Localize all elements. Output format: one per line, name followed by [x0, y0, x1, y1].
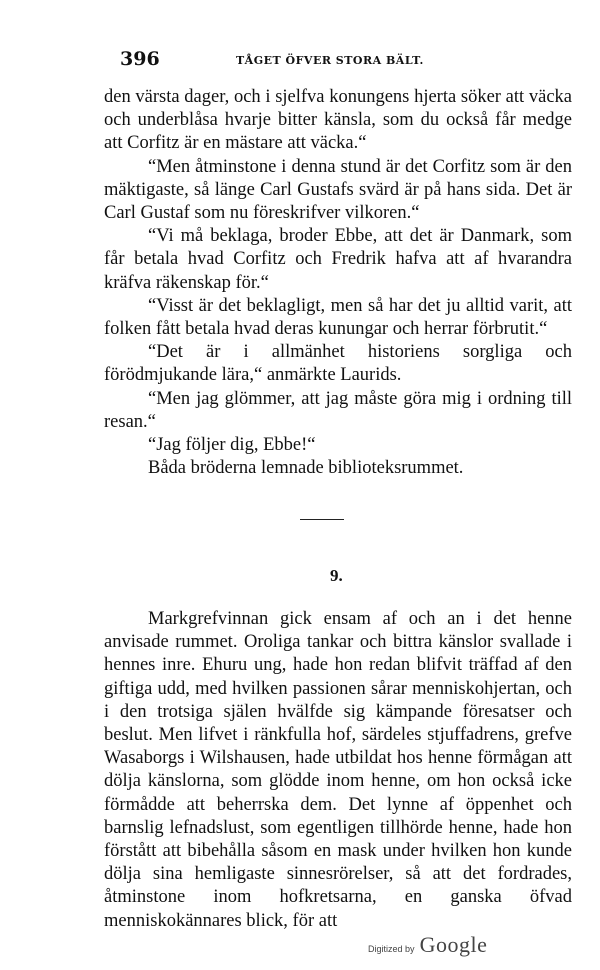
- paragraph: den värsta dager, och i sjelfva konungens hjerta söker att väcka och underblåsa hvarje bitter känsla, som du också får medge att Corfitz är en mästare att väcka.“: [104, 87, 572, 154]
- section-divider: [300, 519, 344, 520]
- paragraph: “Vi må beklaga, broder Ebbe, att det är Danmark, som får betala hvad Corfitz och Fredrik hafva att af hvarandra kräfva räkenskap för.“: [104, 226, 572, 293]
- bottom-text-block: [104, 608, 572, 933]
- paragraph: “Men jag glömmer, att jag måste göra mig i ordning till resan.“: [104, 388, 572, 432]
- paragraph: “Det är i allmänhet historiens sorgliga och förödmjukande lära,“ anmärkte Laurids.: [104, 342, 572, 386]
- paragraph: “Men åtminstone i denna stund är det Corfitz som är den mäktigaste, så länge Carl Gustafs svärd är på hans sida. Det är Carl Gustaf som nu föreskrifver vilkoren.“: [104, 156, 572, 224]
- digitized-watermark: [368, 932, 487, 958]
- paragraph: “Visst är det beklagligt, men så har det ju alltid varit, att folken fått betala hvad deras kunungar och herrar förbrutit.“: [104, 295, 572, 340]
- google-logo: Google: [419, 932, 488, 957]
- paragraph: Båda bröderna lemnade biblioteksrummet.: [148, 458, 464, 479]
- running-title: TÅGET ÖFVER STORA BÄLT.: [236, 54, 424, 67]
- page-number: 396: [120, 48, 160, 70]
- page-header: [0, 48, 600, 76]
- paragraph: Markgrefvinnan gick ensam af och an i det henne anvisade rummet. Oroliga tankar och bittra känslor svallade i hennes inre. Ehuru ung, hade hon redan blifvit träffad af den giftiga udd, med hvilken passionen sårar menniskohjertan, och i den trotsiga själen hvälfde sig kämpande föresatser och beslut. Men lifvet i ränkfulla hof, särdeles stjuffadrens, grefve Wasaborgs i Wilshausen, hade utbildat hos henne förmågan att dölja känslorna, som glödde inom henne, om hon också icke förmådde att beherrska dem. Det lynne af öppenhet och barnslig lefnadslust, som egentligen tillhörde henne, hade hon förstått att bibehålla såsom en mask under hvilken hon kunde dölja sina hemligaste sinnesrörelser, så att det fordrades, åtminstone inom hofkretsarna, en ganska öfvad menniskokännares blick, för att: [104, 609, 572, 931]
- section-number: 9.: [330, 566, 343, 585]
- watermark-prefix: Digitized by: [368, 944, 415, 954]
- paragraph: “Jag följer dig, Ebbe!“: [148, 435, 316, 456]
- top-text-block: [104, 86, 572, 480]
